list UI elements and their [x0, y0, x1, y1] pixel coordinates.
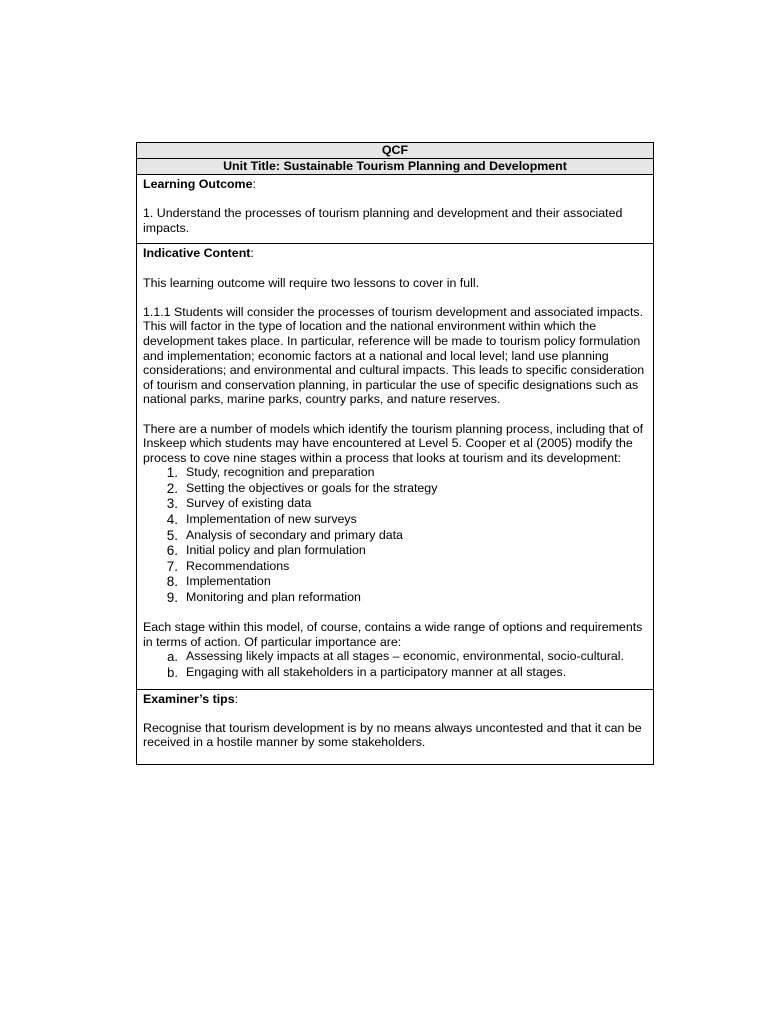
learning-outcome-colon: : [252, 177, 256, 191]
examiner-tips-colon: : [234, 691, 239, 706]
importance-points-list [143, 649, 647, 680]
indicative-content-section [137, 244, 653, 689]
learning-outcome-section [137, 175, 653, 244]
planning-stages-list [143, 465, 647, 605]
indicative-content-label: Indicative Content [143, 246, 251, 261]
list-item: b. Engaging with all stakeholders in a participatory manner at all stages. [167, 665, 567, 680]
list-item: 9. Monitoring and plan reformation [166, 590, 361, 606]
examiner-tips-section [137, 690, 653, 764]
indicative-content-colon: : [250, 246, 254, 261]
unit-title: Unit Title: Sustainable Tourism Planning and Development [137, 159, 653, 175]
indicative-content-para-3: Each stage within this model, of course, contains a wide range of options and requirements in terms of action. Of particular importance are: [143, 620, 643, 649]
list-item: 1. Study, recognition and preparation [166, 465, 375, 481]
list-item: 5. Analysis of secondary and primary data [166, 527, 403, 543]
list-item: 6. Initial policy and plan formulation [166, 543, 366, 559]
list-item: 8. Implementation [166, 574, 271, 590]
qcf-header: QCF [137, 143, 653, 159]
examiner-tips-text: Recognise that tourism development is by no means always uncontested and that it can be received in a hostile manner by some stakeholders. [143, 720, 642, 750]
indicative-content-para-1: 1.1.1 Students will consider the processes of tourism development and associated impacts. This will factor in the type of location and the national environment within which the development takes place. In particular, reference will be made to tourism policy formulation and implementation; economic factors at a national and local level; land use planning considerations; and environmental and cultural impacts. This leads to specific consideration of tourism and conservation planning, in particular the use of specific designations such as national parks, marine parks, country parks, and nature reserves. [143, 304, 645, 407]
learning-outcome-text: 1. Understand the processes of tourism planning and development and their associated impacts. [143, 206, 623, 235]
learning-outcome-label: Learning Outcome [143, 177, 253, 191]
list-item: 7. Recommendations [166, 558, 290, 574]
examiner-tips-label: Examiner’s tips [143, 691, 235, 706]
list-item: 2. Setting the objectives or goals for the strategy [166, 480, 438, 496]
list-item: 3. Survey of existing data [166, 496, 312, 512]
list-item: a. Assessing likely impacts at all stages – economic, environmental, socio-cultural. [167, 649, 624, 665]
indicative-content-para-2: There are a number of models which identify the tourism planning process, including that of Inskeep which students may have encountered at Level 5. Cooper et al (2005) modify the process to cove nine stages within a process that looks at tourism and its development: [143, 421, 644, 465]
indicative-content-intro: This learning outcome will require two lessons to cover in full. [143, 275, 480, 290]
list-item: 4. Implementation of new surveys [166, 512, 357, 528]
unit-specification-table [136, 142, 654, 765]
